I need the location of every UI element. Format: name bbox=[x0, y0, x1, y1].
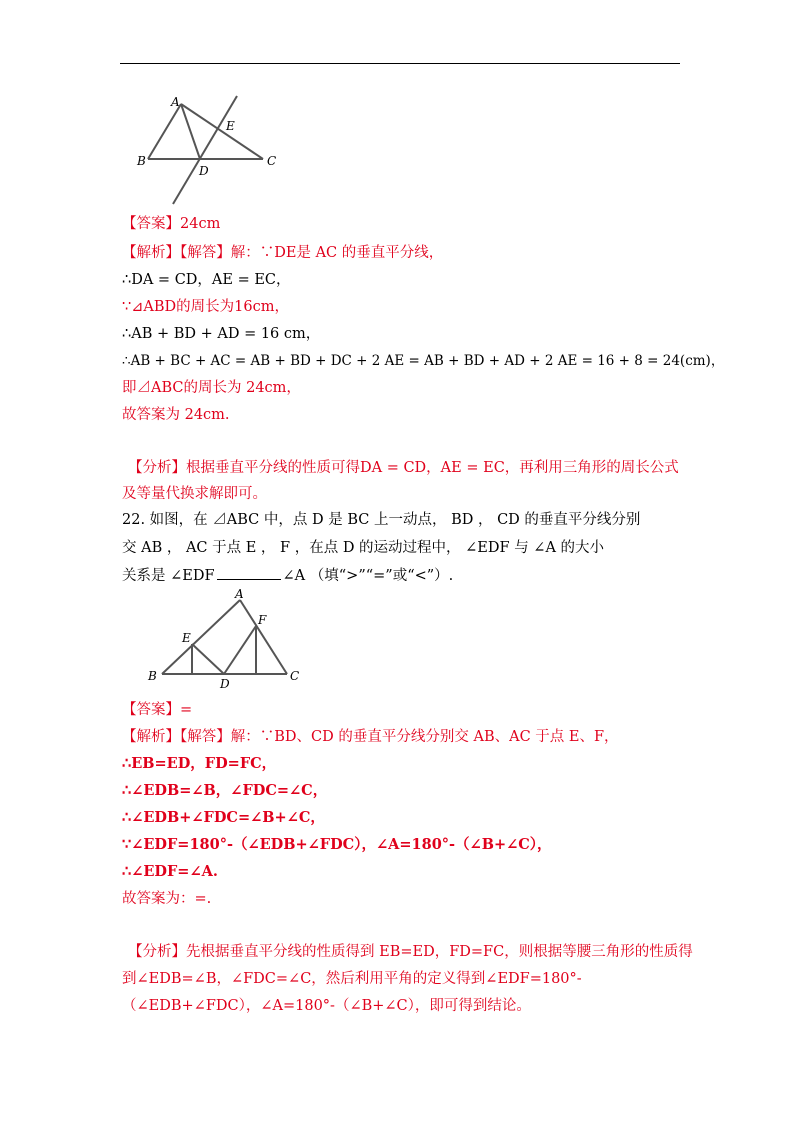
q21-analysis-line-4: ∴AB + BD + AD = 16 cm， bbox=[122, 326, 321, 342]
q22-question-line-3 bbox=[122, 565, 453, 586]
q21-analysis-line-6: 即⊿ABC的周长为 24cm， bbox=[122, 380, 301, 396]
q22-question-line-2: 交 AB ， AC 于点 E ， F ，在点 D 的运动过程中， ∠EDF 与 ∠A 的大小 bbox=[122, 540, 605, 556]
q22-fenxi-line-1: 【分析】先根据垂直平分线的性质得到 EB=ED，FD=FC，则根据等腰三角形的性质得 bbox=[128, 944, 693, 960]
label-a: A bbox=[235, 587, 244, 601]
answer-blank bbox=[217, 565, 281, 580]
label-f: F bbox=[258, 613, 267, 627]
label-d: D bbox=[220, 677, 230, 690]
q22-answer: 【答案】= bbox=[122, 702, 193, 718]
figure-triangle-abc-q22 bbox=[142, 586, 304, 690]
q22-fenxi-line-2: 到∠EDB=∠B，∠FDC=∠C，然后利用平角的定义得到∠EDF=180°- bbox=[122, 971, 582, 987]
q21-analysis-line-1: 【解析】【解答】解：∵DE是 AC 的垂直平分线， bbox=[122, 245, 444, 261]
q22-analysis-line-2: ∴EB=ED，FD=FC， bbox=[122, 755, 277, 772]
q22-question-line-3-suffix: ∠A （填“>”“=”或“<”）. bbox=[282, 568, 454, 584]
q22-fenxi-line-3: （∠EDB+∠FDC），∠A=180°-（∠B+∠C），即可得到结论。 bbox=[122, 998, 531, 1014]
q21-analysis-line-7: 故答案为 24cm. bbox=[122, 407, 230, 423]
q21-analysis-line-5: ∴AB + BC + AC = AB + BD + DC + 2 AE = AB + BD + AD + 2 AE = 16 + 8 = 24(cm)， bbox=[122, 353, 725, 369]
q22-analysis-line-5: ∵∠EDF=180°-（∠EDB+∠FDC），∠A=180°-（∠B+∠C）， bbox=[122, 836, 552, 853]
q21-answer: 【答案】24cm bbox=[122, 216, 221, 232]
q21-analysis-line-3: ∵⊿ABD的周长为16cm， bbox=[122, 299, 289, 315]
header-rule bbox=[120, 63, 680, 64]
q22-analysis-line-4: ∴∠EDB+∠FDC=∠B+∠C， bbox=[122, 809, 325, 826]
label-c: C bbox=[290, 669, 300, 683]
label-c: C bbox=[267, 154, 277, 168]
label-e: E bbox=[226, 119, 235, 133]
q22-analysis-line-1: 【解析】【解答】解：∵BD、CD 的垂直平分线分别交 AB、AC 于点 E、F， bbox=[122, 729, 619, 745]
label-a: A bbox=[171, 95, 180, 109]
label-b: B bbox=[148, 669, 157, 683]
q21-fenxi-line-1: 【分析】根据垂直平分线的性质可得DA = CD，AE = EC，再利用三角形的周长公式 bbox=[128, 460, 679, 476]
label-d: D bbox=[199, 164, 209, 178]
q22-question-line-1: 22. 如图，在 ⊿ABC 中，点 D 是 BC 上一动点， BD ， CD 的垂直平分线分别 bbox=[122, 512, 641, 528]
q22-analysis-line-6: ∴∠EDF=∠A. bbox=[122, 863, 218, 880]
label-b: B bbox=[137, 154, 146, 168]
q22-analysis-line-7: 故答案为：=. bbox=[122, 891, 212, 907]
q22-question-line-3-prefix: 关系是 ∠EDF bbox=[122, 568, 215, 584]
q22-analysis-line-3: ∴∠EDB=∠B，∠FDC=∠C， bbox=[122, 782, 328, 799]
figure-triangle-abc-q21 bbox=[135, 92, 295, 210]
q21-fenxi-line-2: 及等量代换求解即可。 bbox=[122, 486, 267, 502]
label-e: E bbox=[182, 631, 191, 645]
q21-analysis-line-2: ∴DA = CD，AE = EC， bbox=[122, 272, 291, 288]
